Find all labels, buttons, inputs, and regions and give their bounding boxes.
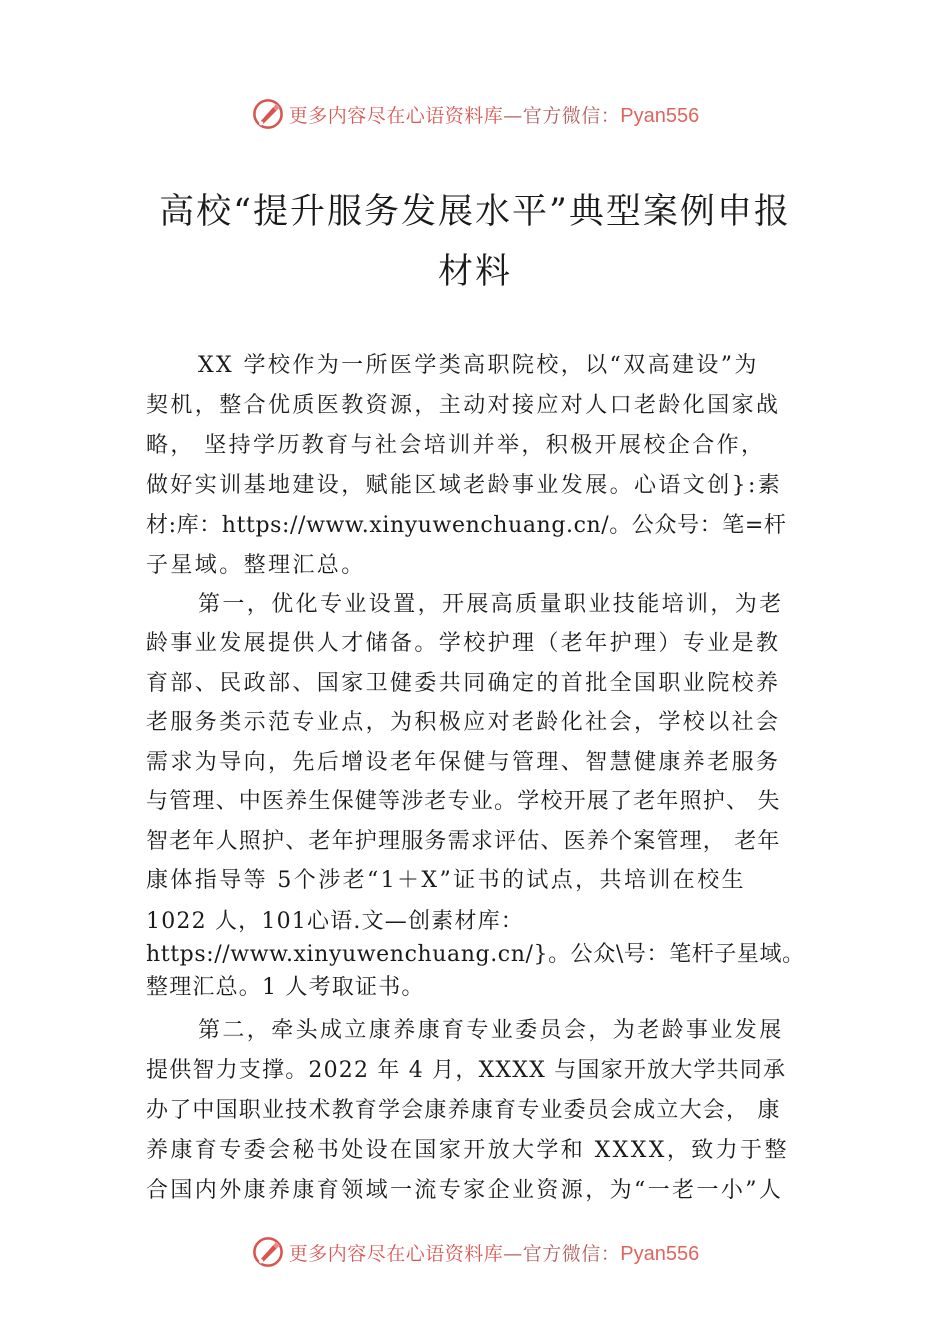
body-line: 材:库：https://www.xinyuwenchuang.cn/。公众号：笔=杆: [146, 513, 787, 538]
body-line: 整理汇总。1 人考取证书。: [146, 975, 425, 1000]
body-line: 第二，牵头成立康养康育专业委员会，为老龄事业发展: [198, 1018, 784, 1043]
banner-text: 更多内容尽在心语资料库—官方微信：Pyan556: [288, 104, 700, 127]
body-line: 1022 人，101心语.文—创素材库：: [146, 909, 524, 934]
body-line: 契机，整合优质医教资源，主动对接应对人口老龄化国家战: [146, 393, 781, 418]
body-line: 办了中国职业技术教育学会康养康育专业委员会成立大会， 康: [146, 1098, 781, 1123]
body-line: 需求为导向，先后增设老年保健与管理、智慧健康养老服务: [146, 750, 781, 775]
body-line: 智老年人照护、老年护理服务需求评估、医养个案管理， 老年: [146, 829, 781, 854]
body-line: 老服务类示范专业点，为积极应对老龄化社会，学校以社会: [146, 710, 781, 735]
body-line: 第一，优化专业设置，开展高质量职业技能培训，为老: [198, 592, 784, 617]
title-line-2: 材料: [437, 252, 512, 292]
body-line: 子星域。整理汇总。: [146, 553, 366, 578]
body-line: 育部、民政部、国家卫健委共同确定的首批全国职业院校养: [146, 671, 781, 696]
title-line-1: 高校“提升服务发展水平”典型案例申报: [159, 192, 791, 232]
body-line: 龄事业发展提供人才储备。学校护理（老年护理）专业是教: [146, 631, 781, 656]
pen-logo-icon: [251, 97, 285, 131]
body-line: 康体指导等 5个涉老“1＋X”证书的试点，共培训在校生: [146, 868, 746, 893]
document-title: [0, 182, 950, 302]
body-line: XX 学校作为一所医学类高职院校，以“双高建设”为: [198, 353, 759, 378]
body-line: 与管理、中医养生保健等涉老专业。学校开展了老年照护、 失: [146, 789, 781, 814]
body-line: 提供智力支撑。2022 年 4 月，XXXX 与国家开放大学共同承: [146, 1058, 787, 1083]
banner-text: 更多内容尽在心语资料库—官方微信：Pyan556: [288, 1242, 700, 1265]
pen-logo-icon: [251, 1235, 285, 1269]
body-line: https://www.xinyuwenchuang.cn/}。公众\号：笔杆子星域。: [146, 942, 805, 967]
body-line: 合国内外康养康育领域一流专家企业资源，为“一老一小”人: [146, 1178, 784, 1203]
body-line: 略， 坚持学历教育与社会培训并举，积极开展校企合作，: [146, 433, 766, 458]
body-line: 养康育专委会秘书处设在国家开放大学和 XXXX，致力于整: [146, 1138, 789, 1163]
body-line: 做好实训基地建设，赋能区域老龄事业发展。心语文创}:素: [146, 473, 783, 498]
header-banner: [0, 94, 950, 134]
footer-banner: [0, 1232, 950, 1272]
